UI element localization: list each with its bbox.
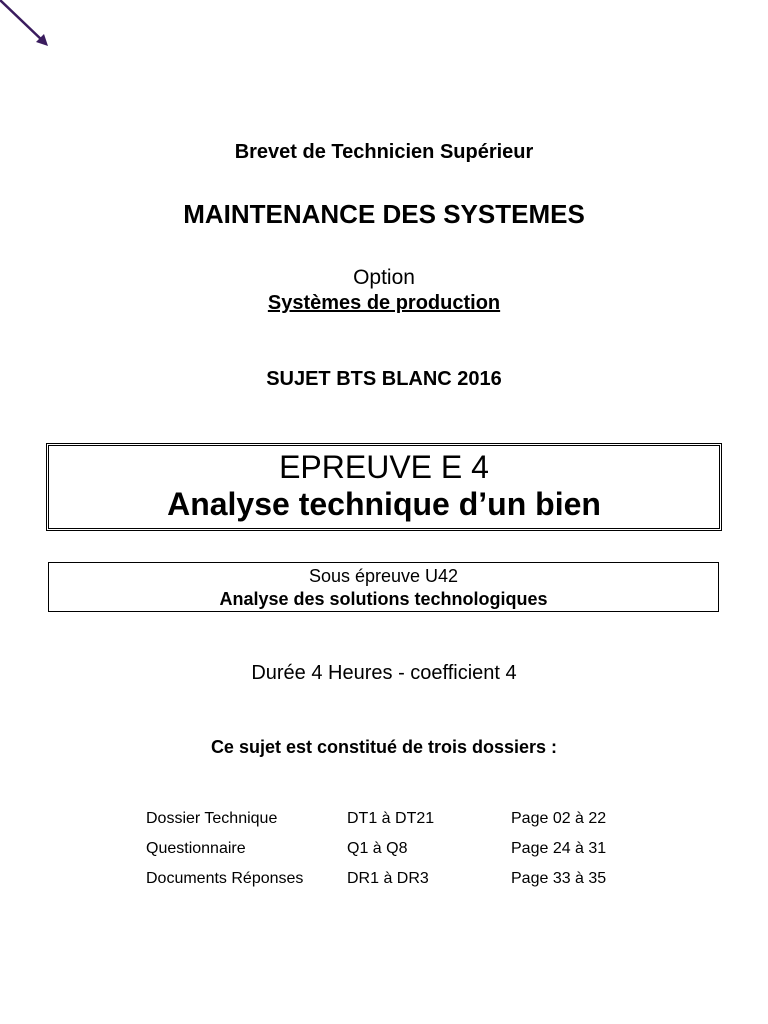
- dossiers-intro: Ce sujet est constitué de trois dossiers :: [210, 737, 558, 757]
- sous-epreuve-code: Sous épreuve U42: [308, 566, 459, 586]
- corner-arrow-icon: [0, 0, 60, 60]
- dossier-range: DR1 à DR3: [347, 870, 429, 887]
- sous-epreuve-box: [48, 562, 719, 612]
- dossier-pages: Page 24 à 31: [511, 840, 607, 857]
- option-name: Systèmes de production: [267, 292, 501, 314]
- dossier-range: DT1 à DT21: [347, 810, 435, 827]
- option-label: Option: [353, 266, 415, 289]
- sous-epreuve-name: Analyse des solutions technologiques: [219, 589, 548, 609]
- dossier-pages: Page 02 à 22: [511, 810, 607, 827]
- epreuve-name: Analyse technique d’un bien: [167, 486, 601, 522]
- duration-text: Durée 4 Heures - coefficient 4: [251, 662, 517, 684]
- dossiers-table: [146, 810, 666, 900]
- dossier-name: Questionnaire: [146, 840, 246, 857]
- main-title: MAINTENANCE DES SYSTEMES: [183, 199, 585, 229]
- epreuve-box: [46, 443, 722, 531]
- subject-heading: SUJET BTS BLANC 2016: [266, 368, 502, 390]
- dossier-range: Q1 à Q8: [347, 840, 408, 857]
- dossier-name: Documents Réponses: [146, 870, 304, 887]
- epreuve-code: EPREUVE E 4: [279, 449, 489, 485]
- dossier-row: [146, 840, 666, 870]
- brevet-heading: Brevet de Technicien Supérieur: [234, 141, 534, 163]
- dossier-name: Dossier Technique: [146, 810, 278, 827]
- dossier-row: [146, 870, 666, 900]
- dossier-row: [146, 810, 666, 840]
- dossier-pages: Page 33 à 35: [511, 870, 607, 887]
